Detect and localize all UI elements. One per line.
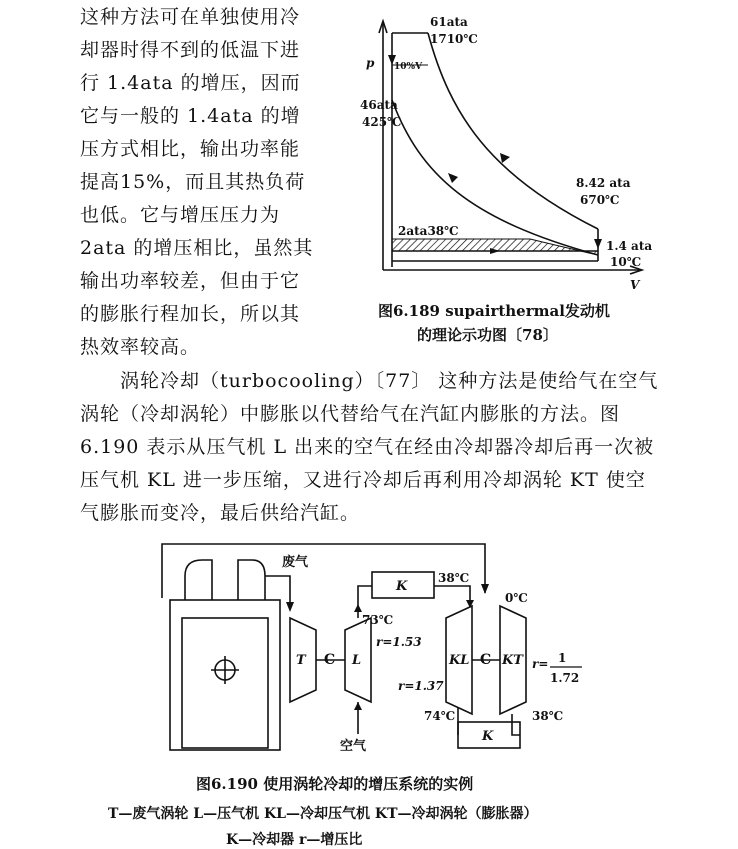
label-1-4ata: 1.4 ata	[606, 239, 653, 253]
intake-port	[185, 560, 212, 600]
label-10c: 10℃	[610, 255, 642, 269]
text-line: 6.190 表示从压气机 L 出来的空气在经由冷却器冷却后再一次被	[80, 436, 655, 458]
expansion-curve	[428, 33, 598, 229]
figure-6-190	[140, 538, 600, 760]
label-670c: 670℃	[580, 193, 620, 207]
label-r-den: 1.72	[550, 671, 580, 685]
exhaust-port	[238, 560, 265, 600]
label-0c: 0℃	[505, 591, 528, 605]
text-line: 行 1.4ata 的增压，因而	[80, 72, 301, 94]
air-label: 空气	[340, 739, 367, 754]
fig190-legend-1: T—废气涡轮 L—压气机 KL—冷却压气机 KT—冷却涡轮（膨胀器）	[108, 806, 538, 822]
label-l: L	[352, 653, 362, 668]
axis-v-label: V	[630, 278, 640, 292]
figure-6-189	[340, 5, 670, 295]
label-38c-bottom: 38℃	[532, 709, 564, 723]
fig189-caption-2: 的理论示功图〔78〕	[417, 326, 558, 344]
hatched-work-area	[392, 239, 598, 255]
label-8-42ata: 8.42 ata	[576, 176, 631, 190]
label-k-bottom: K	[482, 729, 494, 744]
text-line: 它与一般的 1.4ata 的增	[80, 105, 301, 127]
label-425c: 425℃	[362, 115, 402, 129]
label-46ata: 46ata	[360, 98, 398, 112]
label-k-top: K	[396, 579, 408, 594]
label-73c: 73℃	[362, 613, 394, 627]
label-2ata38c: 2ata38℃	[398, 224, 459, 238]
pipe-k-to-kl	[434, 586, 470, 604]
text-line: 的膨胀行程加长，所以其	[80, 303, 301, 325]
label-kt: KT	[502, 653, 523, 668]
text-line: 却器时得不到的低温下进	[80, 39, 301, 61]
label-1710c: 1710℃	[430, 32, 478, 46]
fig190-caption: 图6.190 使用涡轮冷却的增压系统的实例	[196, 775, 474, 793]
pipe-k-to-kt	[512, 714, 520, 735]
label-r-num: 1	[558, 651, 567, 665]
label-r137: r=1.37	[398, 679, 444, 693]
arrow-compression	[448, 173, 458, 183]
text-line: 压气机 KL 进一步压缩，又进行冷却后再利用冷却涡轮 KT 使空	[80, 469, 646, 491]
text-line: 输出功率较差，但由于它	[80, 270, 301, 292]
fig190-legend-2: K—冷却器 r—增压比	[226, 832, 363, 848]
axis-p-label: p	[366, 56, 375, 70]
text-line: 2ata 的增压相比，虽然其	[80, 237, 314, 259]
label-10pct-v: 10%V	[394, 62, 423, 72]
text-line: 这种方法可在单独使用冷	[80, 6, 301, 28]
arrow-expansion	[500, 153, 510, 163]
text-line: 涡轮冷却（turbocooling）〔77〕 这种方法是使给气在空气	[120, 370, 659, 392]
label-38c-top: 38℃	[438, 571, 470, 585]
label-r-eq: r=	[532, 657, 549, 671]
c-coupler-1: C	[324, 652, 336, 668]
return-pipe	[162, 544, 485, 598]
text-line: 也低。它与增压压力为	[80, 204, 281, 226]
label-r153: r=1.53	[376, 635, 422, 649]
exhaust-pipe	[265, 576, 290, 608]
text-line: 涡轮（冷却涡轮）中膨胀以代替给气在汽缸内膨胀的方法。图	[80, 403, 621, 425]
label-kl: KL	[449, 653, 470, 668]
exhaust-label: 废气	[282, 555, 309, 570]
text-line: 热效率较高。	[80, 336, 201, 358]
label-t: T	[296, 653, 306, 668]
fig189-caption-1: 图6.189 supairthermal发动机	[378, 302, 610, 320]
text-line: 提高15%，而且其热负荷	[80, 171, 306, 193]
label-74c: 74℃	[424, 709, 456, 723]
arrow-exhaust	[594, 239, 602, 249]
text-line: 压方式相比，输出功率能	[80, 138, 301, 160]
text-line: 气膨胀而变冷，最后供给汽缸。	[80, 502, 361, 524]
c-coupler-2: C	[480, 652, 492, 668]
label-61ata: 61ata	[430, 15, 468, 29]
